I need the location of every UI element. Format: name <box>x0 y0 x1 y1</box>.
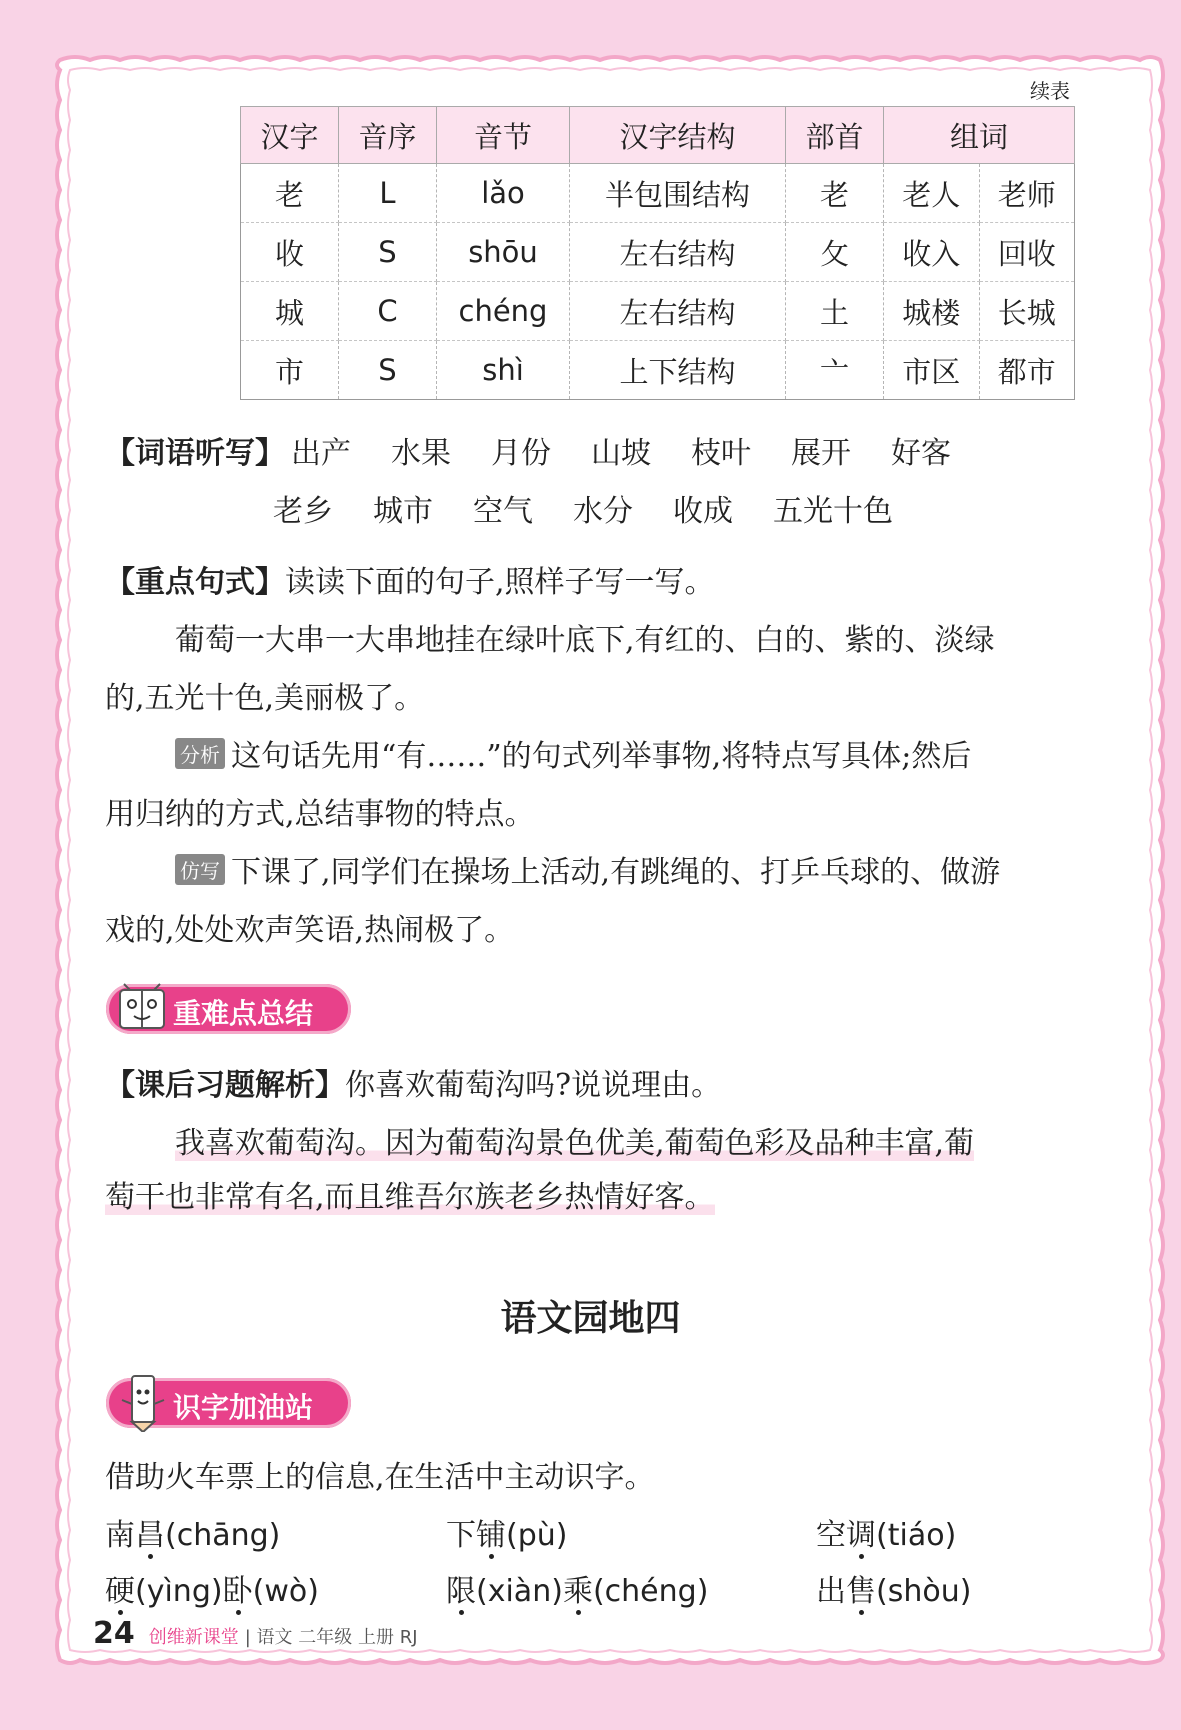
pinyin: chéng <box>604 1574 697 1609</box>
table-row <box>241 341 1075 400</box>
continued-label: 续表 <box>1030 79 1070 103</box>
exercise-question-line <box>105 1060 721 1104</box>
cell-yinxu: C <box>339 282 437 341</box>
book-info: | 语文 二年级 上册 RJ <box>244 1627 418 1648</box>
section-banner-literacy <box>106 1378 351 1428</box>
cell-word-2: 都市 <box>979 341 1075 400</box>
pinyin: pù <box>517 1518 556 1553</box>
cell-structure: 左右结构 <box>570 282 786 341</box>
exercise-answer-line-1 <box>175 1118 974 1162</box>
dictation-word: 月份 <box>491 436 551 471</box>
cell-hanzi: 城 <box>241 282 339 341</box>
char: 空 <box>816 1518 846 1553</box>
pinyin: tiáo <box>887 1518 945 1553</box>
cell-radical: 攵 <box>786 223 884 282</box>
pencil-mascot-icon <box>114 1370 172 1432</box>
cell-hanzi: 市 <box>241 341 339 400</box>
cell-radical: 亠 <box>786 341 884 400</box>
exercise-answer-line-2 <box>105 1172 715 1216</box>
char-dotted: 卧 <box>222 1574 253 1609</box>
literacy-intro: 借助火车票上的信息,在生活中主动识字。 <box>105 1460 655 1495</box>
cell-hanzi: 老 <box>241 164 339 223</box>
dictation-word: 好客 <box>891 436 951 471</box>
page-footer <box>93 1616 418 1651</box>
cell-word-2: 长城 <box>979 282 1075 341</box>
char-dotted: 售 <box>846 1574 876 1609</box>
cell-radical: 老 <box>786 164 884 223</box>
char-dotted: 乘 <box>562 1574 593 1609</box>
table-row <box>241 164 1075 223</box>
cell-yinjie: shōu <box>437 223 570 282</box>
exercise-answer-text: 我喜欢葡萄沟。因为葡萄沟景色优美,葡萄色彩及品种丰富,葡 <box>175 1126 975 1161</box>
char-dotted: 铺 <box>476 1518 506 1553</box>
analysis-line-2: 用归纳的方式,总结事物的特点。 <box>105 797 535 832</box>
imitate-tag: 仿写 <box>175 854 225 885</box>
cell-yinxu: L <box>339 164 437 223</box>
cell-yinjie: lǎo <box>437 164 570 223</box>
example-line-2: 的,五光十色,美丽极了。 <box>105 681 425 716</box>
table-row <box>241 223 1075 282</box>
brand-name: 创维新课堂 <box>148 1627 239 1648</box>
pinyin: yìng <box>146 1574 211 1609</box>
header-hanzi: 汉字 <box>241 107 339 164</box>
dictation-word: 收成 <box>673 494 733 529</box>
character-table <box>240 106 1075 400</box>
cell-structure: 左右结构 <box>570 223 786 282</box>
cell-word-1: 收入 <box>884 223 980 282</box>
pinyin-item: 硬(yìng)卧(wò) <box>105 1574 319 1609</box>
unit-title: 语文园地四 <box>500 1298 681 1339</box>
cell-radical: 土 <box>786 282 884 341</box>
cell-word-1: 老人 <box>884 164 980 223</box>
header-yinjie: 音节 <box>437 107 570 164</box>
key-sentence-heading <box>105 557 715 601</box>
imitate-text: 下课了,同学们在操场上活动,有跳绳的、打乒乓球的、做游 <box>231 855 1001 890</box>
book-mascot-icon <box>114 976 172 1038</box>
char: 下 <box>446 1518 476 1553</box>
cell-word-1: 城楼 <box>884 282 980 341</box>
char-dotted: 硬 <box>105 1574 135 1609</box>
key-sentence-label: 【重点句式】 <box>105 565 285 600</box>
key-sentence-instruction: 读读下面的句子,照样子写一写。 <box>285 565 715 600</box>
pinyin-item: 出售(shòu) <box>816 1574 972 1609</box>
pinyin-item: 空调(tiáo) <box>816 1518 957 1553</box>
pinyin-item: 南昌(chāng) <box>105 1518 281 1553</box>
exercise-question: 你喜欢葡萄沟吗?说说理由。 <box>345 1068 722 1103</box>
char-dotted: 限 <box>446 1574 476 1609</box>
exercise-answer-text: 萄干也非常有名,而且维吾尔族老乡热情好客。 <box>105 1180 715 1215</box>
analysis-tag: 分析 <box>175 738 225 769</box>
section-banner-key-points <box>106 984 351 1034</box>
pinyin-item: 限(xiàn)乘(chéng) <box>446 1574 709 1609</box>
cell-yinxu: S <box>339 223 437 282</box>
page-number: 24 <box>93 1616 135 1651</box>
dictation-word: 城市 <box>373 494 433 529</box>
imitate-line-1 <box>175 847 1000 891</box>
table-header-row <box>241 107 1075 164</box>
header-radical: 部首 <box>786 107 884 164</box>
dictation-word: 五光十色 <box>773 494 893 529</box>
pinyin: wò <box>264 1574 308 1609</box>
char: 出 <box>816 1574 846 1609</box>
dictation-word: 空气 <box>473 494 533 529</box>
pinyin-item: 下铺(pù) <box>446 1518 568 1553</box>
dictation-word: 山坡 <box>591 436 651 471</box>
dictation-word: 老乡 <box>273 494 333 529</box>
imitate-line-2: 戏的,处处欢声笑语,热闹极了。 <box>105 913 515 948</box>
exercise-label: 【课后习题解析】 <box>105 1068 345 1103</box>
analysis-text: 这句话先用“有……”的句式列举事物,将特点写具体;然后 <box>231 739 972 774</box>
dictation-label: 【词语听写】 <box>105 436 285 471</box>
char-dotted: 昌 <box>135 1518 165 1553</box>
cell-word-1: 市区 <box>884 341 980 400</box>
header-yinxu: 音序 <box>339 107 437 164</box>
char-dotted: 调 <box>846 1518 876 1553</box>
dictation-word: 水分 <box>573 494 633 529</box>
cell-structure: 半包围结构 <box>570 164 786 223</box>
dictation-row-1 <box>105 428 991 472</box>
cell-structure: 上下结构 <box>570 341 786 400</box>
pinyin: chāng <box>176 1518 269 1553</box>
header-words: 组词 <box>884 107 1075 164</box>
example-line-1: 葡萄一大串一大串地挂在绿叶底下,有红的、白的、紫的、淡绿 <box>175 623 995 658</box>
cell-yinjie: chéng <box>437 282 570 341</box>
banner-title: 重难点总结 <box>173 997 314 1030</box>
dictation-word: 出产 <box>291 436 351 471</box>
dictation-word: 展开 <box>791 436 851 471</box>
dictation-word: 水果 <box>391 436 451 471</box>
cell-yinjie: shì <box>437 341 570 400</box>
cell-hanzi: 收 <box>241 223 339 282</box>
pinyin: shòu <box>887 1574 960 1609</box>
pinyin: xiàn <box>487 1574 552 1609</box>
banner-title: 识字加油站 <box>173 1391 314 1424</box>
analysis-line-1 <box>175 731 971 775</box>
header-structure: 汉字结构 <box>570 107 786 164</box>
char: 南 <box>105 1518 135 1553</box>
dictation-row-2 <box>273 486 933 530</box>
cell-word-2: 老师 <box>979 164 1075 223</box>
cell-yinxu: S <box>339 341 437 400</box>
dictation-word: 枝叶 <box>691 436 751 471</box>
cell-word-2: 回收 <box>979 223 1075 282</box>
table-row <box>241 282 1075 341</box>
